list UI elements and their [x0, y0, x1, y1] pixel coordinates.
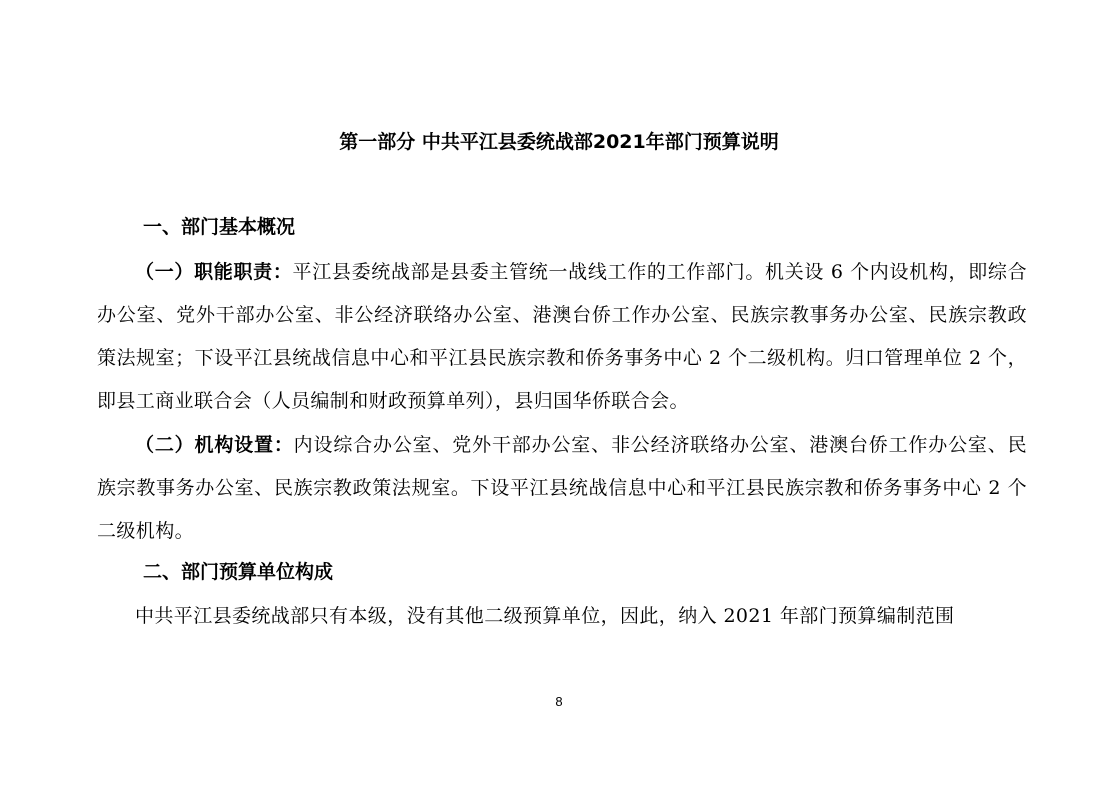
page-number: 8	[555, 694, 563, 709]
paragraph-organization-setup	[97, 424, 1027, 553]
paragraph-text-organization-setup: 内设综合办公室、党外干部办公室、非公经济联络办公室、港澳台侨工作办公室、民族宗教事务办公室、民族宗教政策法规室。下设平江县统战信息中心和平江县民族宗教和侨务事务中心 2 个二级机构。	[97, 434, 1027, 542]
section-heading-budget-units: 二、部门预算单位构成	[143, 561, 334, 583]
section-heading-basic-overview: 一、部门基本概况	[143, 216, 296, 238]
document-title: 第一部分 中共平江县委统战部2021年部门预算说明	[339, 131, 779, 153]
paragraph-text-functions-duties: 平江县委统战部是县委主管统一战线工作的工作部门。机关设 6 个内设机构，即综合办公室、党外干部办公室、非公经济联络办公室、港澳台侨工作办公室、民族宗教事务办公室、民族宗教政策法规室；下设平江县统战信息中心和平江县民族宗教和侨务事务中心 2 个二级机构。归口管理单位 2 个，即县工商业联合会（人员编制和财政预算单列），县归国华侨联合会。	[97, 261, 1027, 412]
paragraph-functions-duties	[97, 251, 1027, 423]
paragraph-budget-units: 中共平江县委统战部只有本级，没有其他二级预算单位，因此，纳入 2021 年部门预算编制范围	[135, 605, 955, 627]
paragraph-lead-organization-setup: （二）机构设置：	[135, 434, 294, 456]
paragraph-lead-functions-duties: （一）职能职责：	[135, 261, 293, 283]
